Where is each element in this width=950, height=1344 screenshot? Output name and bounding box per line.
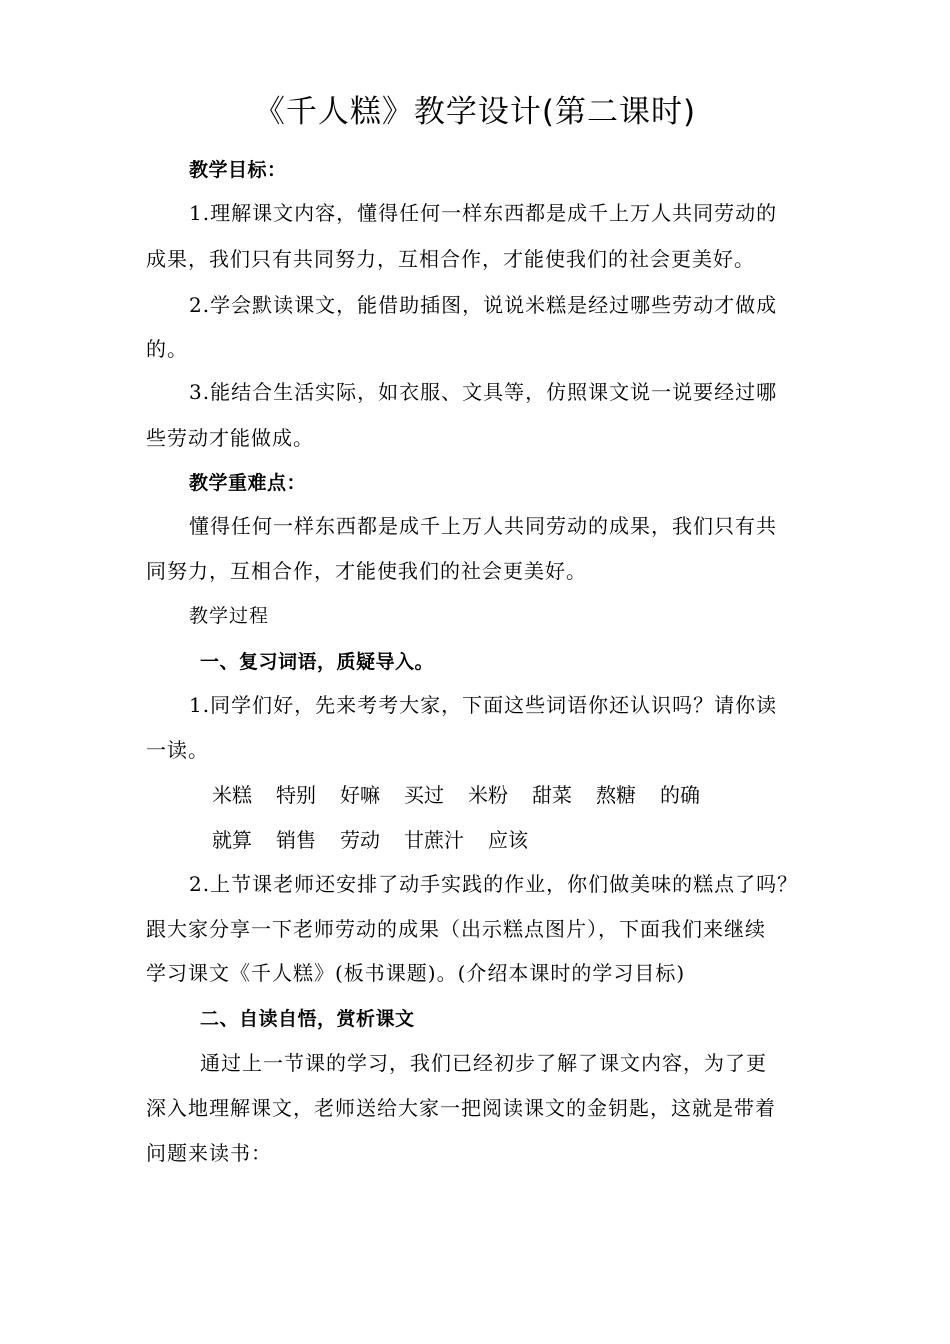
goal-1-line-2: 成果，我们只有共同努力，互相合作，才能使我们的社会更美好。	[146, 247, 755, 271]
section-2-para-1-line-3: 问题来读书：	[146, 1141, 272, 1165]
goals-heading: 教学目标：	[189, 159, 287, 181]
section-1-para-2-line-2: 跟大家分享一下老师劳动的成果（出示糕点图片），下面我们来继续	[146, 917, 766, 941]
section-1-para-2-line-3: 学习课文《千人糕》(板书课题)。(介绍本课时的学习目标)	[146, 961, 686, 985]
vocab-word: 就算	[212, 828, 252, 852]
section-2-para-1-line-1: 通过上一节课的学习，我们已经初步了解了课文内容，为了更	[200, 1051, 767, 1075]
vocab-word: 甜菜	[532, 783, 572, 807]
key-points-line-1: 懂得任何一样东西都是成千上万人共同劳动的成果，我们只有共	[189, 514, 777, 538]
key-points-line-2: 同努力，互相合作，才能使我们的社会更美好。	[146, 559, 587, 583]
vocab-word: 特别	[276, 783, 316, 807]
goal-3-line-1: 3.能结合生活实际，如衣服、文具等，仿照课文说一说要经过哪	[189, 380, 778, 404]
document-title: 《千人糕》教学设计(第二课时)	[253, 94, 697, 130]
vocab-word: 米糕	[212, 783, 252, 807]
key-points-heading: 教学重难点：	[189, 472, 307, 494]
vocab-word: 销售	[276, 828, 316, 852]
section-1-para-1-line-2: 一读。	[146, 738, 209, 762]
vocabulary-row-1	[212, 781, 724, 809]
process-heading: 教学过程	[189, 605, 270, 627]
goal-3-line-2: 些劳动才能做成。	[146, 426, 314, 450]
vocab-word: 劳动	[340, 828, 380, 852]
vocab-word: 甘蔗汁	[404, 828, 464, 852]
vocabulary-row-2	[212, 826, 552, 854]
vocab-word: 的确	[660, 783, 700, 807]
vocab-word: 买过	[404, 783, 444, 807]
vocab-word: 应该	[488, 828, 528, 852]
goal-2-line-1: 2.学会默读课文，能借助插图，说说米糕是经过哪些劳动才做成	[189, 293, 778, 317]
vocab-word: 好嘛	[340, 783, 380, 807]
section-2-para-1-line-2: 深入地理解课文，老师送给大家一把阅读课文的金钥匙，这就是带着	[146, 1096, 776, 1120]
section-2-heading: 二、自读自悟，赏析课文	[200, 1008, 415, 1030]
goal-1-line-1: 1.理解课文内容，懂得任何一样东西都是成千上万人共同劳动的	[189, 201, 778, 225]
vocab-word: 米粉	[468, 783, 508, 807]
section-1-para-1-line-1: 1.同学们好，先来考考大家，下面这些词语你还认识吗？请你读	[189, 693, 778, 717]
vocab-word: 熬糖	[596, 783, 636, 807]
section-1-para-2-line-1: 2.上节课老师还安排了动手实践的作业，你们做美味的糕点了吗？	[189, 872, 799, 896]
section-1-heading: 一、复习词语，质疑导入。	[200, 651, 435, 673]
goal-2-line-2: 的。	[146, 337, 188, 361]
